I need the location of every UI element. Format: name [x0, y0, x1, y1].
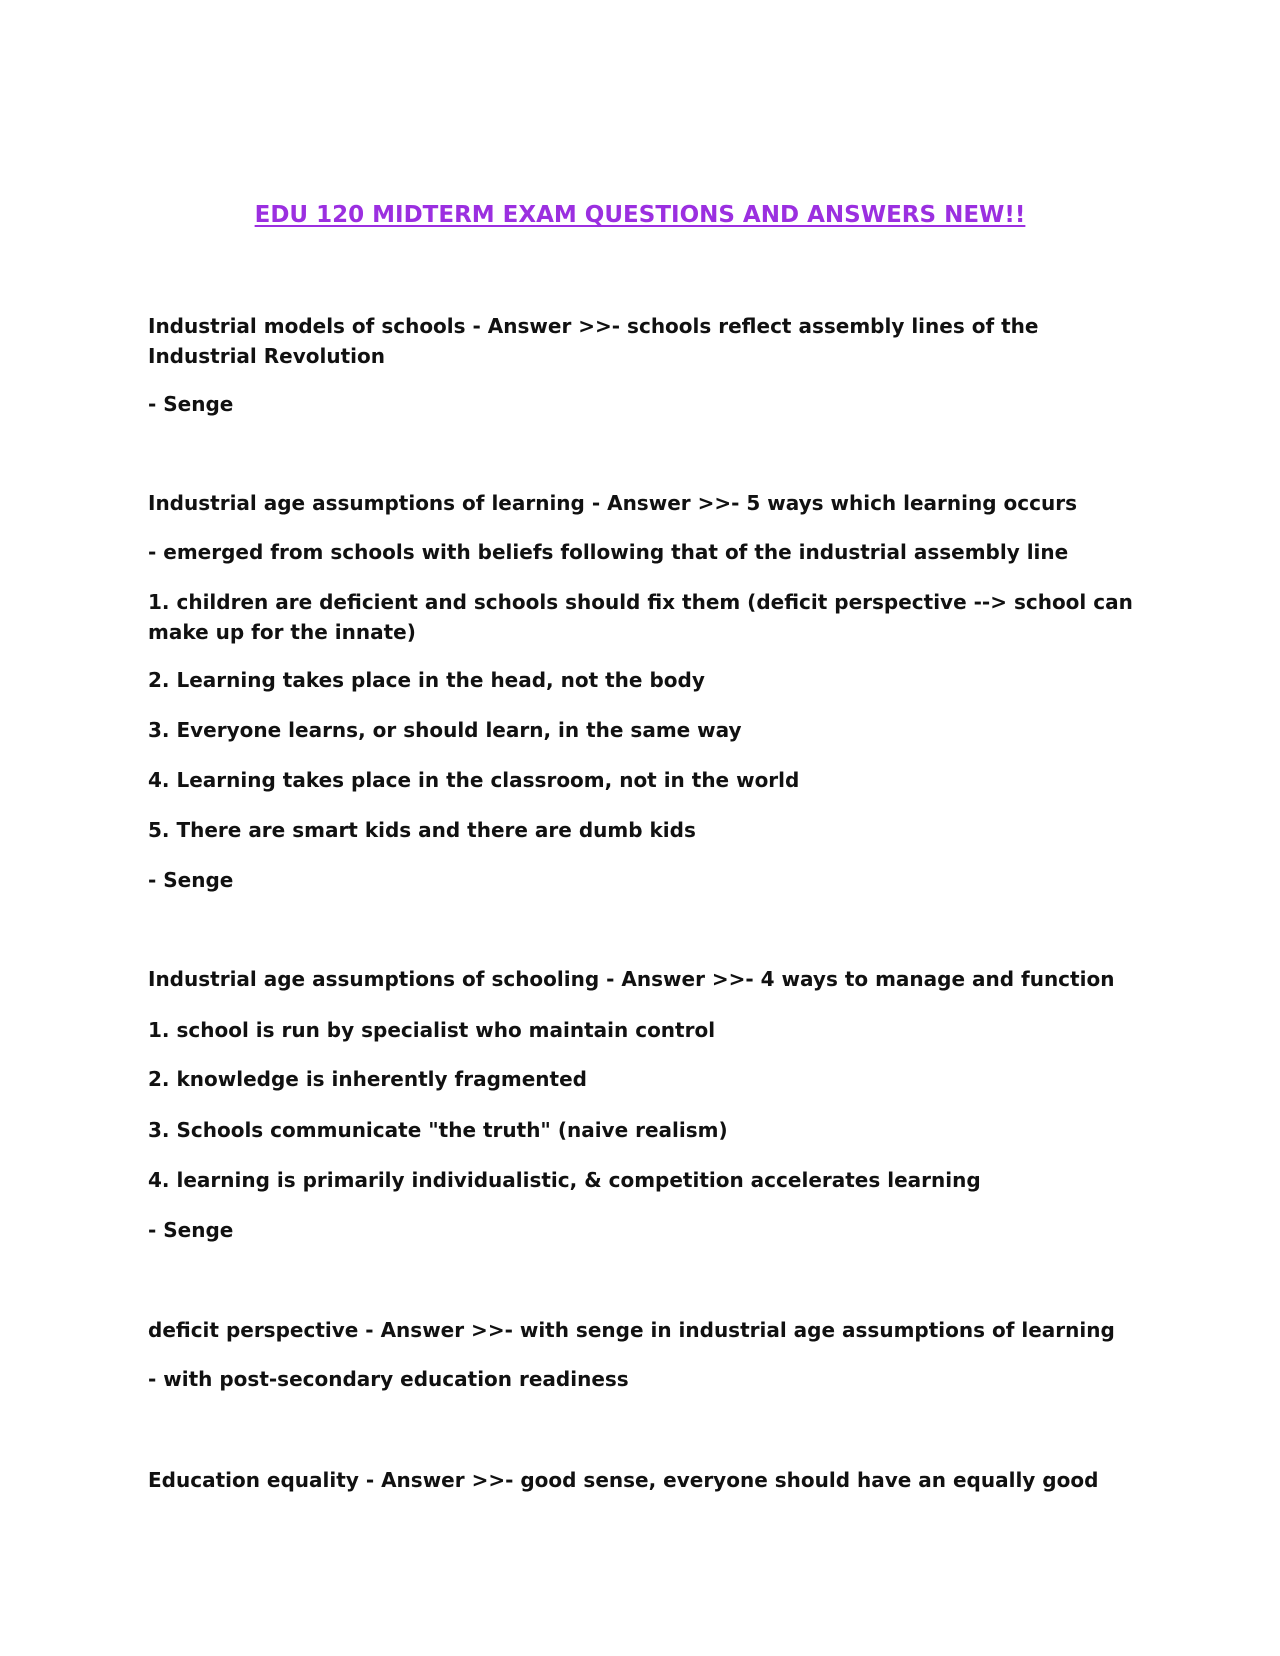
q2-item-1: 1. children are deficient and schools should fix them (deficit perspective --> school can make up for the innate) — [148, 590, 1133, 644]
q2-item-2: 2. Learning takes place in the head, not the body — [148, 668, 705, 692]
q2-industrial-age-learning: Industrial age assumptions of learning - Answer >>- 5 ways which learning occurs — [148, 491, 1077, 515]
q2-note: - emerged from schools with beliefs following that of the industrial assembly line — [148, 540, 1069, 564]
q2-item-3: 3. Everyone learns, or should learn, in the same way — [148, 718, 742, 742]
q3-item-4: 4. learning is primarily individualistic, & competition accelerates learning — [148, 1168, 981, 1192]
q3-industrial-age-schooling: Industrial age assumptions of schooling - Answer >>- 4 ways to manage and function — [148, 967, 1115, 991]
document-title: EDU 120 MIDTERM EXAM QUESTIONS AND ANSWERS NEW!! — [254, 202, 1026, 228]
q4-note: - with post-secondary education readiness — [148, 1367, 629, 1391]
q4-deficit-perspective: deficit perspective - Answer >>- with senge in industrial age assumptions of learning — [148, 1318, 1115, 1342]
q5-education-equality: Education equality - Answer >>- good sense, everyone should have an equally good — [148, 1468, 1099, 1492]
q3-item-1: 1. school is run by specialist who maintain control — [148, 1018, 716, 1042]
q1-industrial-models: Industrial models of schools - Answer >>- schools reflect assembly lines of the Industrial Revolution — [148, 314, 1039, 368]
q2-source: - Senge — [148, 868, 234, 892]
q2-item-4: 4. Learning takes place in the classroom, not in the world — [148, 768, 800, 792]
q3-item-3: 3. Schools communicate "the truth" (naive realism) — [148, 1118, 728, 1142]
q3-item-2: 2. knowledge is inherently fragmented — [148, 1067, 587, 1091]
q2-item-5: 5. There are smart kids and there are dumb kids — [148, 818, 696, 842]
q1-source: - Senge — [148, 392, 234, 416]
q3-source: - Senge — [148, 1218, 234, 1242]
